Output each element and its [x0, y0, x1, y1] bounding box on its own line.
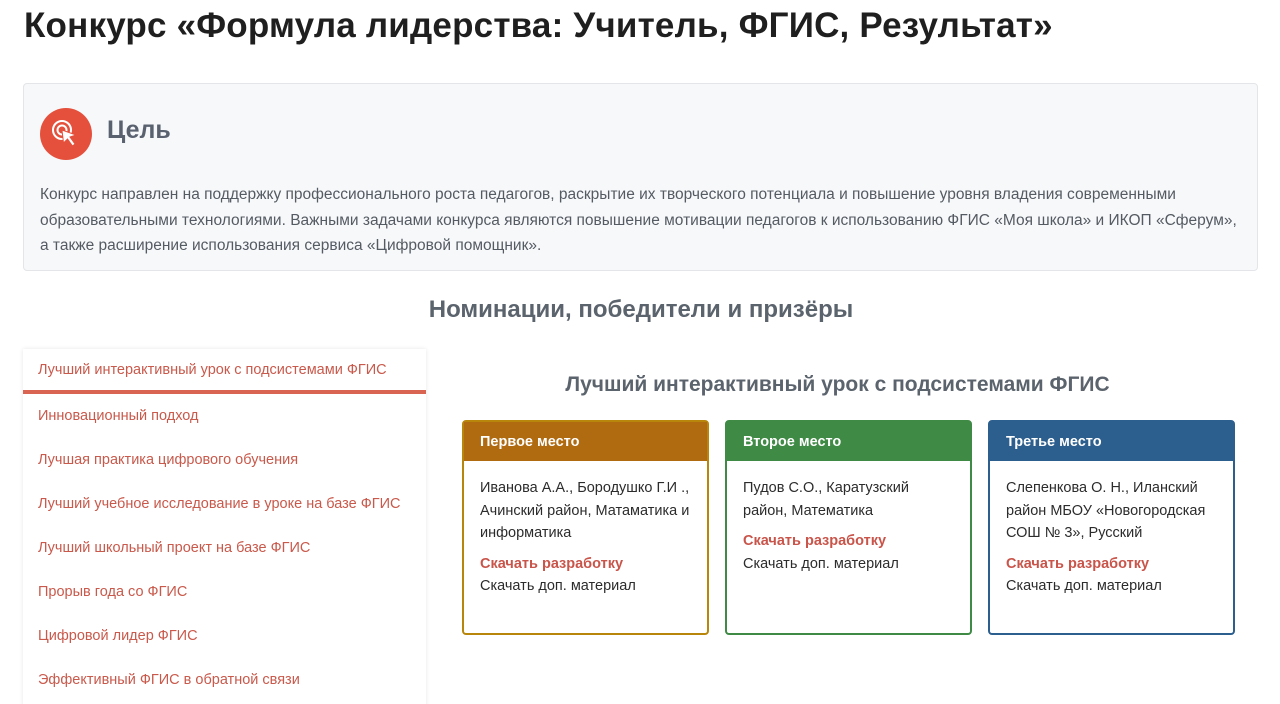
download-work-link[interactable]: Скачать разработку — [743, 533, 887, 549]
card-winner-text: Слепенкова О. Н., Иланский район МБОУ «Новогородская СОШ № 3», Русский — [1006, 480, 1206, 541]
third-place-card — [988, 420, 1235, 635]
nomination-panel-heading: Лучший интерактивный урок с подсистемами ФГИС — [565, 373, 1110, 396]
tab-innovative-approach[interactable]: Инновационный подход — [38, 408, 199, 424]
goal-title: Цель — [107, 116, 171, 144]
download-extra-material-link[interactable]: Скачать доп. материал — [1006, 578, 1162, 594]
target-cursor-icon — [40, 108, 92, 160]
tab-breakthrough-of-year[interactable]: Прорыв года со ФГИС — [38, 584, 188, 600]
download-work-link[interactable]: Скачать разработку — [480, 555, 624, 572]
tab-best-digital-practice[interactable]: Лучшая практика цифрового обучения — [38, 452, 299, 468]
card-place-label: Третье место — [990, 422, 1233, 461]
download-work-link[interactable]: Скачать разработку — [1006, 555, 1150, 572]
tab-digital-leader[interactable]: Цифровой лидер ФГИС — [38, 628, 198, 644]
page-title: Конкурс «Формула лидерства: Учитель, ФГИС, Результат» — [24, 6, 1053, 45]
goal-text: Конкурс направлен на поддержку профессионального роста педагогов, раскрытие их творческого потенциала и повышение уровня владения современными образовательными технологиями. Важными задачами конкурса являются повышение мотивации педагогов к использованию ФГИС «Моя школа» и ИКОП «Сферум», а также расширение использования сервиса «Цифровой помощник». — [40, 186, 1237, 254]
download-extra-material-link[interactable]: Скачать доп. материал — [480, 578, 636, 594]
tab-best-interactive-lesson[interactable]: Лучший интерактивный урок с подсистемами ФГИС — [23, 349, 426, 394]
tab-best-research-in-lesson[interactable]: Лучший учебное исследование в уроке на базе ФГИС — [38, 496, 401, 512]
second-place-card — [725, 420, 972, 635]
tab-best-school-project[interactable]: Лучший школьный проект на базе ФГИС — [38, 540, 311, 556]
card-winner-text: Иванова А.А., Бородушко Г.И ., Ачинский район, Матаматика и информатика — [480, 480, 690, 541]
nominations-heading: Номинации, победители и призёры — [428, 296, 854, 323]
nominations-tab-list — [23, 349, 426, 704]
first-place-card — [462, 420, 709, 635]
card-place-label: Второе место — [727, 422, 970, 461]
goal-section — [23, 83, 1258, 271]
card-winner-text: Пудов С.О., Каратузский район, Математика — [743, 480, 909, 519]
card-place-label: Первое место — [464, 422, 707, 461]
tab-effective-feedback[interactable]: Эффективный ФГИС в обратной связи — [38, 672, 300, 688]
download-extra-material-link[interactable]: Скачать доп. материал — [743, 555, 899, 572]
